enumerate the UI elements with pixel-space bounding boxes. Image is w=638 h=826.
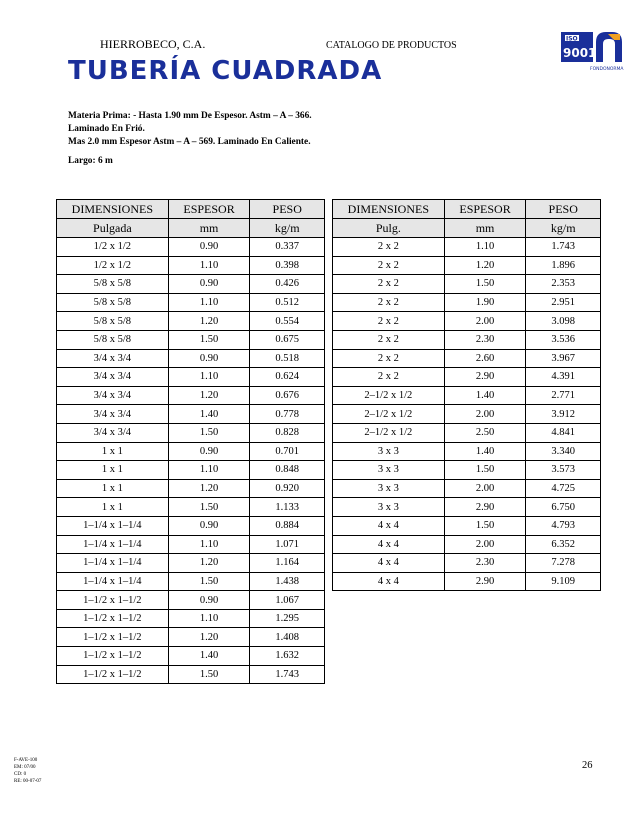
units-row xyxy=(333,219,601,238)
cell-dimensions: 2–1/2 x 1/2 xyxy=(333,423,445,442)
logo-number-text: 9001 xyxy=(563,46,597,60)
table-row xyxy=(57,293,325,312)
cell-weight: 2.951 xyxy=(526,293,601,312)
table-row xyxy=(57,609,325,628)
cell-thickness: 0.90 xyxy=(168,516,250,535)
cell-dimensions: 1/2 x 1/2 xyxy=(57,256,169,275)
cell-weight: 1.408 xyxy=(250,628,325,647)
cell-weight: 3.536 xyxy=(526,330,601,349)
table-row xyxy=(57,330,325,349)
cell-dimensions: 5/8 x 5/8 xyxy=(57,330,169,349)
table-row xyxy=(333,461,601,480)
cell-thickness: 2.00 xyxy=(444,479,526,498)
cell-thickness: 1.10 xyxy=(168,368,250,387)
table-row xyxy=(57,554,325,573)
cell-weight: 0.512 xyxy=(250,293,325,312)
cell-dimensions: 5/8 x 5/8 xyxy=(57,275,169,294)
cell-dimensions: 2 x 2 xyxy=(333,275,445,294)
cell-thickness: 1.20 xyxy=(444,256,526,275)
cell-thickness: 1.20 xyxy=(168,386,250,405)
cell-weight: 6.352 xyxy=(526,535,601,554)
table-row xyxy=(57,572,325,591)
cell-thickness: 2.50 xyxy=(444,423,526,442)
cell-weight: 0.398 xyxy=(250,256,325,275)
table-row xyxy=(333,238,601,257)
cell-dimensions: 1–1/2 x 1–1/2 xyxy=(57,647,169,666)
cell-thickness: 1.50 xyxy=(168,572,250,591)
header-row xyxy=(333,200,601,219)
cell-thickness: 1.10 xyxy=(444,238,526,257)
cell-dimensions: 2 x 2 xyxy=(333,238,445,257)
cell-dimensions: 3/4 x 3/4 xyxy=(57,405,169,424)
cell-dimensions: 2 x 2 xyxy=(333,368,445,387)
cell-dimensions: 5/8 x 5/8 xyxy=(57,312,169,331)
col-header-weight: PESO xyxy=(526,200,601,219)
cell-weight: 1.438 xyxy=(250,572,325,591)
table-row xyxy=(333,479,601,498)
table-row xyxy=(57,665,325,684)
cell-weight: 7.278 xyxy=(526,554,601,573)
unit-dimensions: Pulgada xyxy=(57,219,169,238)
cell-dimensions: 3/4 x 3/4 xyxy=(57,349,169,368)
footer-em: EM: 07/00 xyxy=(14,765,36,770)
cell-thickness: 1.20 xyxy=(168,554,250,573)
cell-thickness: 1.50 xyxy=(444,461,526,480)
unit-thickness: mm xyxy=(168,219,250,238)
cell-thickness: 1.40 xyxy=(168,647,250,666)
dimensions-table-left xyxy=(56,199,325,684)
table-row xyxy=(333,256,601,275)
cell-dimensions: 3 x 3 xyxy=(333,498,445,517)
table-row xyxy=(57,368,325,387)
table-row xyxy=(57,238,325,257)
table-row xyxy=(57,535,325,554)
cell-thickness: 2.00 xyxy=(444,535,526,554)
cell-dimensions: 2 x 2 xyxy=(333,293,445,312)
cell-weight: 4.793 xyxy=(526,516,601,535)
units-row xyxy=(57,219,325,238)
table-row xyxy=(57,647,325,666)
table-row xyxy=(57,405,325,424)
cell-thickness: 0.90 xyxy=(168,275,250,294)
table-row xyxy=(333,386,601,405)
cell-weight: 1.743 xyxy=(250,665,325,684)
cell-weight: 0.676 xyxy=(250,386,325,405)
cell-dimensions: 1–1/4 x 1–1/4 xyxy=(57,516,169,535)
cell-thickness: 2.30 xyxy=(444,554,526,573)
page-number: 26 xyxy=(582,760,593,771)
table-row xyxy=(333,423,601,442)
cell-thickness: 1.40 xyxy=(444,386,526,405)
cell-dimensions: 1 x 1 xyxy=(57,461,169,480)
cell-thickness: 2.60 xyxy=(444,349,526,368)
cell-dimensions: 1–1/4 x 1–1/4 xyxy=(57,554,169,573)
cell-dimensions: 2 x 2 xyxy=(333,330,445,349)
cell-weight: 1.896 xyxy=(526,256,601,275)
cell-weight: 0.848 xyxy=(250,461,325,480)
cell-weight: 1.632 xyxy=(250,647,325,666)
table-row xyxy=(333,275,601,294)
table-row xyxy=(57,479,325,498)
cell-thickness: 2.90 xyxy=(444,498,526,517)
cell-dimensions: 3/4 x 3/4 xyxy=(57,423,169,442)
cell-weight: 1.133 xyxy=(250,498,325,517)
table-row xyxy=(57,498,325,517)
company-name: HIERROBECO, C.A. xyxy=(100,37,206,51)
unit-dimensions: Pulg. xyxy=(333,219,445,238)
cell-weight: 0.426 xyxy=(250,275,325,294)
cell-weight: 3.573 xyxy=(526,461,601,480)
cell-thickness: 1.20 xyxy=(168,479,250,498)
cell-weight: 0.701 xyxy=(250,442,325,461)
cell-dimensions: 4 x 4 xyxy=(333,535,445,554)
cell-thickness: 1.20 xyxy=(168,312,250,331)
cell-dimensions: 2 x 2 xyxy=(333,312,445,331)
col-header-thickness: ESPESOR xyxy=(168,200,250,219)
cell-dimensions: 1–1/2 x 1–1/2 xyxy=(57,609,169,628)
cell-weight: 1.295 xyxy=(250,609,325,628)
cell-thickness: 1.10 xyxy=(168,256,250,275)
cell-weight: 6.750 xyxy=(526,498,601,517)
cell-thickness: 0.90 xyxy=(168,591,250,610)
cell-thickness: 1.10 xyxy=(168,535,250,554)
cell-dimensions: 2–1/2 x 1/2 xyxy=(333,405,445,424)
cell-dimensions: 2–1/2 x 1/2 xyxy=(333,386,445,405)
unit-thickness: mm xyxy=(444,219,526,238)
cell-weight: 0.337 xyxy=(250,238,325,257)
cell-dimensions: 3/4 x 3/4 xyxy=(57,368,169,387)
table-row xyxy=(333,368,601,387)
table-row xyxy=(333,349,601,368)
logo-sub-text: FONDONORMA xyxy=(590,67,624,72)
cell-weight: 3.912 xyxy=(526,405,601,424)
cell-thickness: 1.10 xyxy=(168,609,250,628)
col-header-weight: PESO xyxy=(250,200,325,219)
col-header-dimensions: DIMENSIONES xyxy=(333,200,445,219)
cell-weight: 1.071 xyxy=(250,535,325,554)
cell-weight: 3.098 xyxy=(526,312,601,331)
cell-weight: 0.828 xyxy=(250,423,325,442)
table-row xyxy=(333,498,601,517)
document-footer-codes xyxy=(14,757,41,785)
cell-weight: 4.841 xyxy=(526,423,601,442)
cell-thickness: 0.90 xyxy=(168,238,250,257)
note-line-3: Mas 2.0 mm Espesor Astm – A – 569. Laminado En Caliente. xyxy=(68,137,311,147)
footer-cd: CD: 0 xyxy=(14,772,27,777)
table-row xyxy=(333,405,601,424)
cell-weight: 2.771 xyxy=(526,386,601,405)
cell-dimensions: 1–1/2 x 1–1/2 xyxy=(57,665,169,684)
table-row xyxy=(57,516,325,535)
cell-thickness: 0.90 xyxy=(168,349,250,368)
table-row xyxy=(333,554,601,573)
table-row xyxy=(333,293,601,312)
table-row xyxy=(57,461,325,480)
cell-thickness: 2.90 xyxy=(444,572,526,591)
cell-thickness: 0.90 xyxy=(168,442,250,461)
cell-dimensions: 3/4 x 3/4 xyxy=(57,386,169,405)
cell-dimensions: 1–1/2 x 1–1/2 xyxy=(57,591,169,610)
cell-weight: 4.391 xyxy=(526,368,601,387)
footer-re: RE: 00-07-07 xyxy=(14,779,42,784)
cell-weight: 1.743 xyxy=(526,238,601,257)
logo-iso-text: ISO xyxy=(566,35,578,43)
note-line-1: Materia Prima: - Hasta 1.90 mm De Espesor. Astm – A – 366. xyxy=(68,111,312,121)
cell-dimensions: 1 x 1 xyxy=(57,442,169,461)
col-header-dimensions: DIMENSIONES xyxy=(57,200,169,219)
table-row xyxy=(57,349,325,368)
cell-weight: 9.109 xyxy=(526,572,601,591)
table-row xyxy=(57,312,325,331)
table-row xyxy=(333,572,601,591)
cell-thickness: 1.10 xyxy=(168,461,250,480)
cell-dimensions: 3 x 3 xyxy=(333,461,445,480)
cell-dimensions: 1–1/4 x 1–1/4 xyxy=(57,572,169,591)
cell-dimensions: 2 x 2 xyxy=(333,256,445,275)
header-row xyxy=(57,200,325,219)
table-row xyxy=(57,386,325,405)
cell-thickness: 2.30 xyxy=(444,330,526,349)
cell-dimensions: 4 x 4 xyxy=(333,554,445,573)
table-row xyxy=(57,628,325,647)
dimensions-table-right xyxy=(332,199,601,591)
cell-weight: 0.554 xyxy=(250,312,325,331)
table-row xyxy=(57,256,325,275)
table-row xyxy=(57,442,325,461)
cell-thickness: 1.50 xyxy=(168,498,250,517)
table-row xyxy=(333,535,601,554)
cell-weight: 3.340 xyxy=(526,442,601,461)
cell-thickness: 2.00 xyxy=(444,312,526,331)
cell-weight: 1.164 xyxy=(250,554,325,573)
col-header-thickness: ESPESOR xyxy=(444,200,526,219)
material-notes xyxy=(68,110,312,149)
cell-dimensions: 1/2 x 1/2 xyxy=(57,238,169,257)
cell-thickness: 1.40 xyxy=(444,442,526,461)
cell-dimensions: 4 x 4 xyxy=(333,516,445,535)
length-note: Largo: 6 m xyxy=(68,156,113,166)
cell-thickness: 1.50 xyxy=(168,423,250,442)
cell-thickness: 1.50 xyxy=(444,516,526,535)
cell-dimensions: 1 x 1 xyxy=(57,498,169,517)
table-row xyxy=(333,330,601,349)
cell-dimensions: 1–1/2 x 1–1/2 xyxy=(57,628,169,647)
cell-dimensions: 1 x 1 xyxy=(57,479,169,498)
cell-dimensions: 1–1/4 x 1–1/4 xyxy=(57,535,169,554)
catalog-label: CATALOGO DE PRODUCTOS xyxy=(326,40,457,51)
cell-weight: 0.778 xyxy=(250,405,325,424)
table-row xyxy=(333,516,601,535)
cell-weight: 0.920 xyxy=(250,479,325,498)
cell-thickness: 1.10 xyxy=(168,293,250,312)
cell-thickness: 1.50 xyxy=(444,275,526,294)
cell-weight: 2.353 xyxy=(526,275,601,294)
iso-logo xyxy=(560,30,632,74)
cell-thickness: 1.20 xyxy=(168,628,250,647)
cell-weight: 4.725 xyxy=(526,479,601,498)
table-row xyxy=(333,442,601,461)
unit-weight: kg/m xyxy=(250,219,325,238)
cell-thickness: 2.90 xyxy=(444,368,526,387)
cell-dimensions: 5/8 x 5/8 xyxy=(57,293,169,312)
cell-weight: 0.518 xyxy=(250,349,325,368)
cell-dimensions: 3 x 3 xyxy=(333,442,445,461)
table-row xyxy=(333,312,601,331)
cell-thickness: 1.50 xyxy=(168,330,250,349)
cell-thickness: 2.00 xyxy=(444,405,526,424)
cell-weight: 0.884 xyxy=(250,516,325,535)
cell-weight: 0.624 xyxy=(250,368,325,387)
cell-dimensions: 4 x 4 xyxy=(333,572,445,591)
table-row xyxy=(57,591,325,610)
page-title: TUBERÍA CUADRADA xyxy=(68,56,383,86)
cell-thickness: 1.40 xyxy=(168,405,250,424)
table-row xyxy=(57,423,325,442)
cell-weight: 1.067 xyxy=(250,591,325,610)
cell-weight: 3.967 xyxy=(526,349,601,368)
footer-code: F-AVE-100 xyxy=(14,758,38,763)
cell-dimensions: 3 x 3 xyxy=(333,479,445,498)
cell-dimensions: 2 x 2 xyxy=(333,349,445,368)
cell-thickness: 1.90 xyxy=(444,293,526,312)
note-line-2: Laminado En Frió. xyxy=(68,124,145,134)
table-row xyxy=(57,275,325,294)
unit-weight: kg/m xyxy=(526,219,601,238)
cell-thickness: 1.50 xyxy=(168,665,250,684)
cell-weight: 0.675 xyxy=(250,330,325,349)
